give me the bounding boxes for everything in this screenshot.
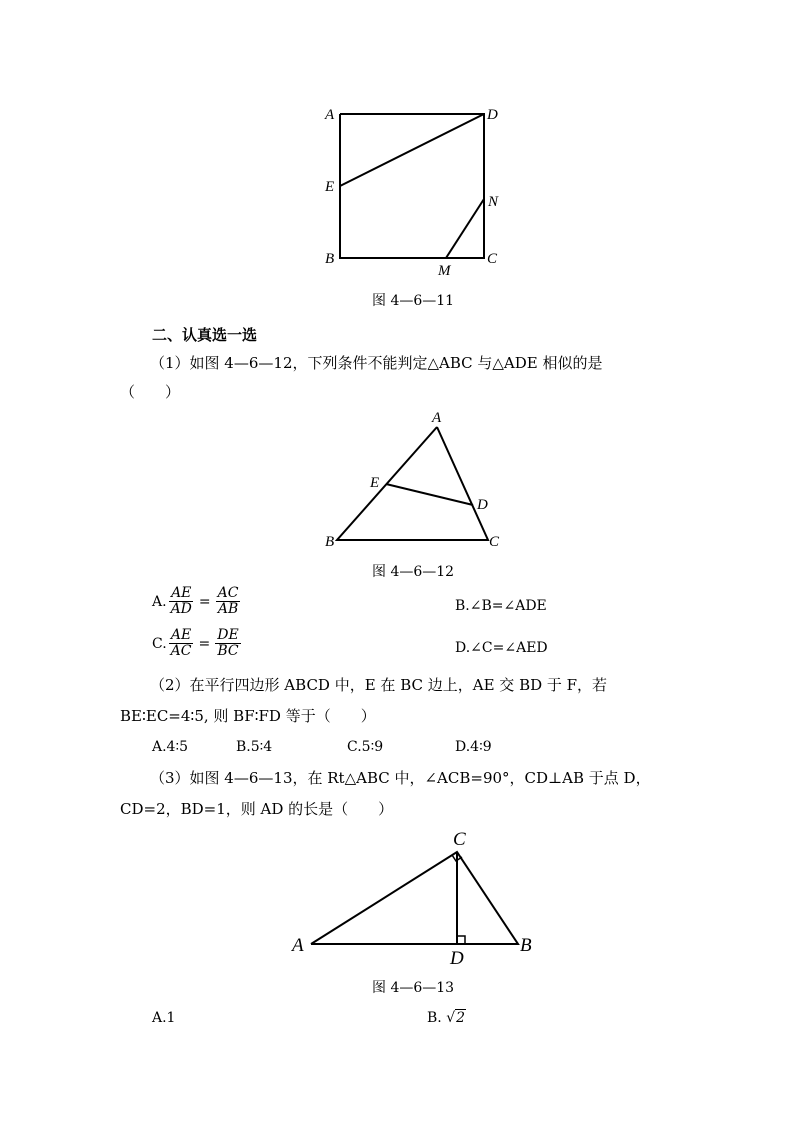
q2-option-c: C.5∶9 [347, 739, 384, 755]
label-B: B [325, 251, 335, 267]
figure-4-6-11 [0, 0, 794, 310]
equals-sign: = [198, 593, 211, 610]
label-E: E [370, 475, 380, 491]
option-c-prefix: C. [152, 635, 167, 652]
q2-line1: （2）在平行四边形 ABCD 中，E 在 BC 边上，AE 交 BD 于 F，若 [150, 676, 608, 694]
segment-ED [386, 484, 473, 505]
label-N: N [488, 194, 499, 210]
triangle-ABC [337, 427, 488, 540]
label-A: A [292, 935, 304, 956]
q3-line1: （3）如图 4—6—13，在 Rt△ABC 中，∠ACB=90°，CD⊥AB 于点 D， [150, 769, 651, 787]
label-C: C [489, 534, 500, 550]
label-D: D [477, 497, 488, 513]
equals-sign: = [198, 635, 211, 652]
label-C: C [453, 829, 466, 850]
segment-MN [446, 199, 484, 258]
section-title: 二、认真选一选 [152, 326, 258, 344]
figure-caption-4-6-13: 图 4—6—13 [372, 980, 455, 996]
numerator: AC [217, 585, 239, 601]
q2-option-a: A.4∶5 [152, 739, 189, 755]
denominator: AB [217, 601, 239, 617]
q1-option-d: D.∠C=∠AED [455, 640, 548, 656]
label-D: D [450, 948, 464, 969]
fraction-de-bc [215, 628, 240, 659]
fraction-ae-ad [169, 586, 194, 617]
q3-line2: CD=2，BD=1，则 AD 的长是（ ） [120, 800, 394, 818]
q3-option-b [427, 1008, 466, 1028]
option-a-prefix: A. [152, 593, 167, 610]
label-A: A [432, 410, 442, 426]
label-B: B [325, 534, 335, 550]
q1-line2: （ ） [120, 383, 181, 401]
denominator: BC [217, 643, 239, 659]
denominator: AC [170, 643, 192, 659]
label-E: E [325, 179, 335, 195]
fraction-ac-ab [216, 586, 241, 617]
label-A: A [325, 107, 335, 123]
square-outline [340, 114, 484, 258]
numerator: AE [170, 627, 192, 643]
numerator: DE [217, 627, 239, 643]
label-M: M [438, 263, 451, 279]
sqrt-expression: √2 [446, 1010, 466, 1026]
numerator: AE [171, 585, 192, 601]
q1-option-c [152, 628, 241, 659]
q2-line2: BE∶EC=4∶5, 则 BF∶FD 等于（ ） [120, 707, 376, 725]
figure-4-6-12 [0, 400, 794, 560]
label-D: D [487, 107, 498, 123]
figure-caption-4-6-11: 图 4—6—11 [372, 293, 455, 309]
figure-4-6-13 [0, 820, 794, 970]
segment-ED [340, 114, 484, 186]
q1-line1: （1）如图 4—6—12，下列条件不能判定△ABC 与△ADE 相似的是 [150, 354, 603, 372]
radicand: 2 [456, 1010, 466, 1026]
figure-caption-4-6-12: 图 4—6—12 [372, 564, 455, 580]
label-B: B [520, 935, 532, 956]
option-b-prefix: B. [427, 1010, 442, 1026]
denominator: AD [170, 601, 192, 617]
q1-option-a [152, 586, 240, 617]
q2-option-d: D.4∶9 [455, 739, 492, 755]
right-angle-mark-D [457, 936, 465, 944]
q3-option-a: A.1 [152, 1010, 176, 1026]
q2-option-b: B.5∶4 [236, 739, 273, 755]
q1-option-b: B.∠B=∠ADE [455, 598, 547, 614]
fraction-ae-ac [169, 628, 194, 659]
triangle-ABC [311, 852, 518, 944]
label-C: C [487, 251, 498, 267]
